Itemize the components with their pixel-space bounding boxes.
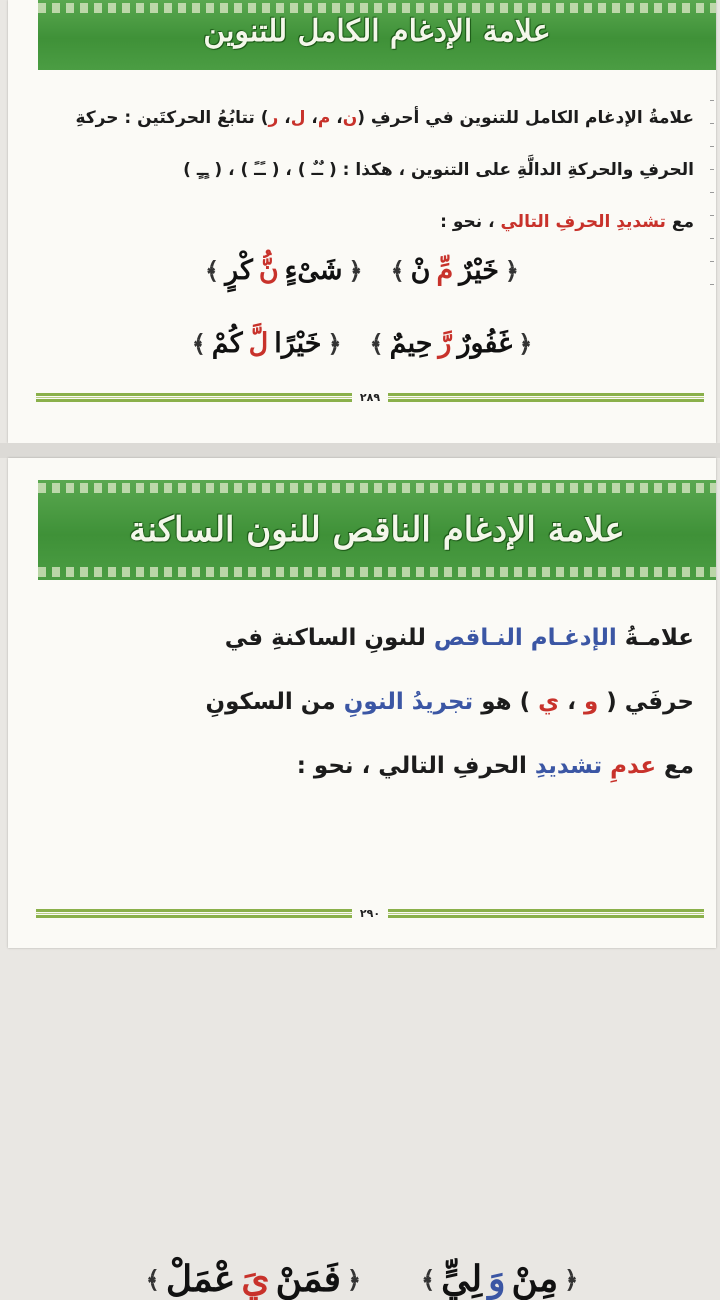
footer-rule — [388, 909, 704, 918]
rule-paragraph — [30, 92, 694, 248]
page-289 — [8, 0, 716, 443]
example-item — [192, 328, 342, 359]
separator: ، — [305, 108, 318, 128]
example-word: خَيْرٌ — [459, 255, 499, 286]
paragraph-line-3 — [30, 734, 694, 798]
footer-rule — [36, 393, 352, 402]
ornate-bracket-left: ﴾ — [369, 329, 384, 358]
ornate-bracket-right: ﴿ — [518, 329, 533, 358]
text-span: ) هو — [473, 689, 539, 715]
text-span: مع — [656, 753, 694, 779]
example-word: كُمْ — [211, 328, 243, 359]
ornate-bracket-right: ﴿ — [564, 1264, 579, 1294]
ornate-bracket-left: ﴾ — [421, 1264, 436, 1294]
title-banner — [38, 0, 716, 70]
text-span: علامـةُ — [616, 625, 694, 651]
highlight-red: تشديدِ الحرفِ التالي — [500, 212, 666, 232]
text-span: الحرفِ التالي ، نحو : — [296, 753, 535, 779]
letter-noon: ن — [342, 108, 358, 128]
separator: ، — [330, 108, 343, 128]
example-highlight: وَ — [488, 1258, 506, 1300]
example-item — [146, 1258, 361, 1300]
example-word: كْرٍ — [225, 255, 253, 286]
ornate-bracket-right: ﴿ — [347, 1264, 362, 1294]
ornate-bracket-left: ﴾ — [191, 329, 206, 358]
examples-row — [8, 328, 716, 359]
example-word: شَىْءٍ — [284, 255, 343, 286]
text-span: حرفَي ( — [598, 689, 694, 715]
text-span: ) تتابُعُ الحركتَين : حركةِ — [75, 108, 269, 128]
example-word: عْمَلْ — [165, 1258, 236, 1300]
text-span: ، نحو : — [440, 212, 501, 232]
highlight-red: عدمِ — [610, 753, 657, 779]
example-word: لِيٍّ — [441, 1258, 483, 1300]
margin-marks — [710, 100, 714, 307]
highlight-blue: تجريدُ النونِ — [343, 689, 474, 715]
letter-ya: ي — [538, 689, 560, 715]
text-span: للنونِ الساكنةِ في — [224, 625, 434, 651]
example-word: حِيمٌ — [389, 328, 433, 359]
footer-rule — [388, 393, 704, 402]
example-highlight: مِّ — [436, 255, 454, 286]
example-item — [205, 255, 363, 286]
ornate-bracket-right: ﴿ — [348, 256, 363, 285]
paragraph-line-2: الحرفِ والحركةِ الدالَّةِ على التنوين ، هكذا : ( ـٌـٌ ) ، ( ـًـً ) ، ( ـٍـٍ ) — [183, 160, 694, 180]
paragraph-line-1 — [30, 92, 694, 144]
example-highlight: يَ — [241, 1258, 270, 1300]
highlight-blue: الإدغـام النـاقص — [433, 625, 617, 651]
page-290 — [8, 458, 716, 1300]
ornate-bracket-right: ﴿ — [327, 329, 342, 358]
text-span — [602, 753, 610, 779]
examples-row — [8, 255, 716, 286]
highlight-blue: تشديدِ — [534, 753, 603, 779]
separator: ، — [278, 108, 291, 128]
ornate-bracket-left: ﴾ — [145, 1264, 160, 1294]
ornate-bracket-right: ﴿ — [504, 256, 519, 285]
example-word: فَمَنْ — [275, 1258, 341, 1300]
page-footer — [36, 390, 704, 404]
letter-waw: و — [583, 689, 599, 715]
example-word: مِنْ — [511, 1258, 559, 1300]
paragraph-line-3 — [30, 196, 694, 248]
letter-meem: م — [317, 108, 331, 128]
paragraph-line-2 — [30, 670, 694, 734]
page-footer — [36, 906, 704, 920]
letter-ra: ر — [268, 108, 279, 128]
text-span: علامةُ الإدغام الكامل للتنوين في أحرفِ ( — [357, 108, 694, 128]
page-gap — [0, 443, 720, 458]
example-item — [370, 328, 533, 359]
page-number: ٢٩٠ — [359, 906, 381, 920]
banner-title: علامة الإدغام الكامل للتنوين — [203, 13, 551, 49]
example-highlight: لَّ — [248, 328, 269, 359]
footer-rule — [36, 909, 352, 918]
letter-lam: ل — [290, 108, 306, 128]
text-span: من السكونِ — [205, 689, 344, 715]
example-word: غَفُورٌ — [457, 328, 513, 359]
separator: ، — [559, 689, 584, 715]
rule-paragraph — [30, 606, 694, 798]
example-highlight: رَّ — [438, 328, 452, 359]
examples-row — [8, 1258, 716, 1300]
title-banner — [38, 480, 716, 580]
page-number: ٢٨٩ — [359, 390, 381, 404]
paragraph-line-1 — [30, 606, 694, 670]
example-item — [421, 1258, 578, 1300]
example-item — [391, 255, 519, 286]
text-span: مع — [665, 212, 694, 232]
ornate-bracket-left: ﴾ — [390, 256, 405, 285]
banner-title: علامة الإدغام الناقص للنون الساكنة — [129, 510, 625, 550]
example-word: خَيْرًا — [274, 328, 322, 359]
ornate-bracket-left: ﴾ — [205, 256, 220, 285]
example-word: نْ — [410, 255, 431, 286]
example-highlight: نُّ — [258, 255, 279, 286]
